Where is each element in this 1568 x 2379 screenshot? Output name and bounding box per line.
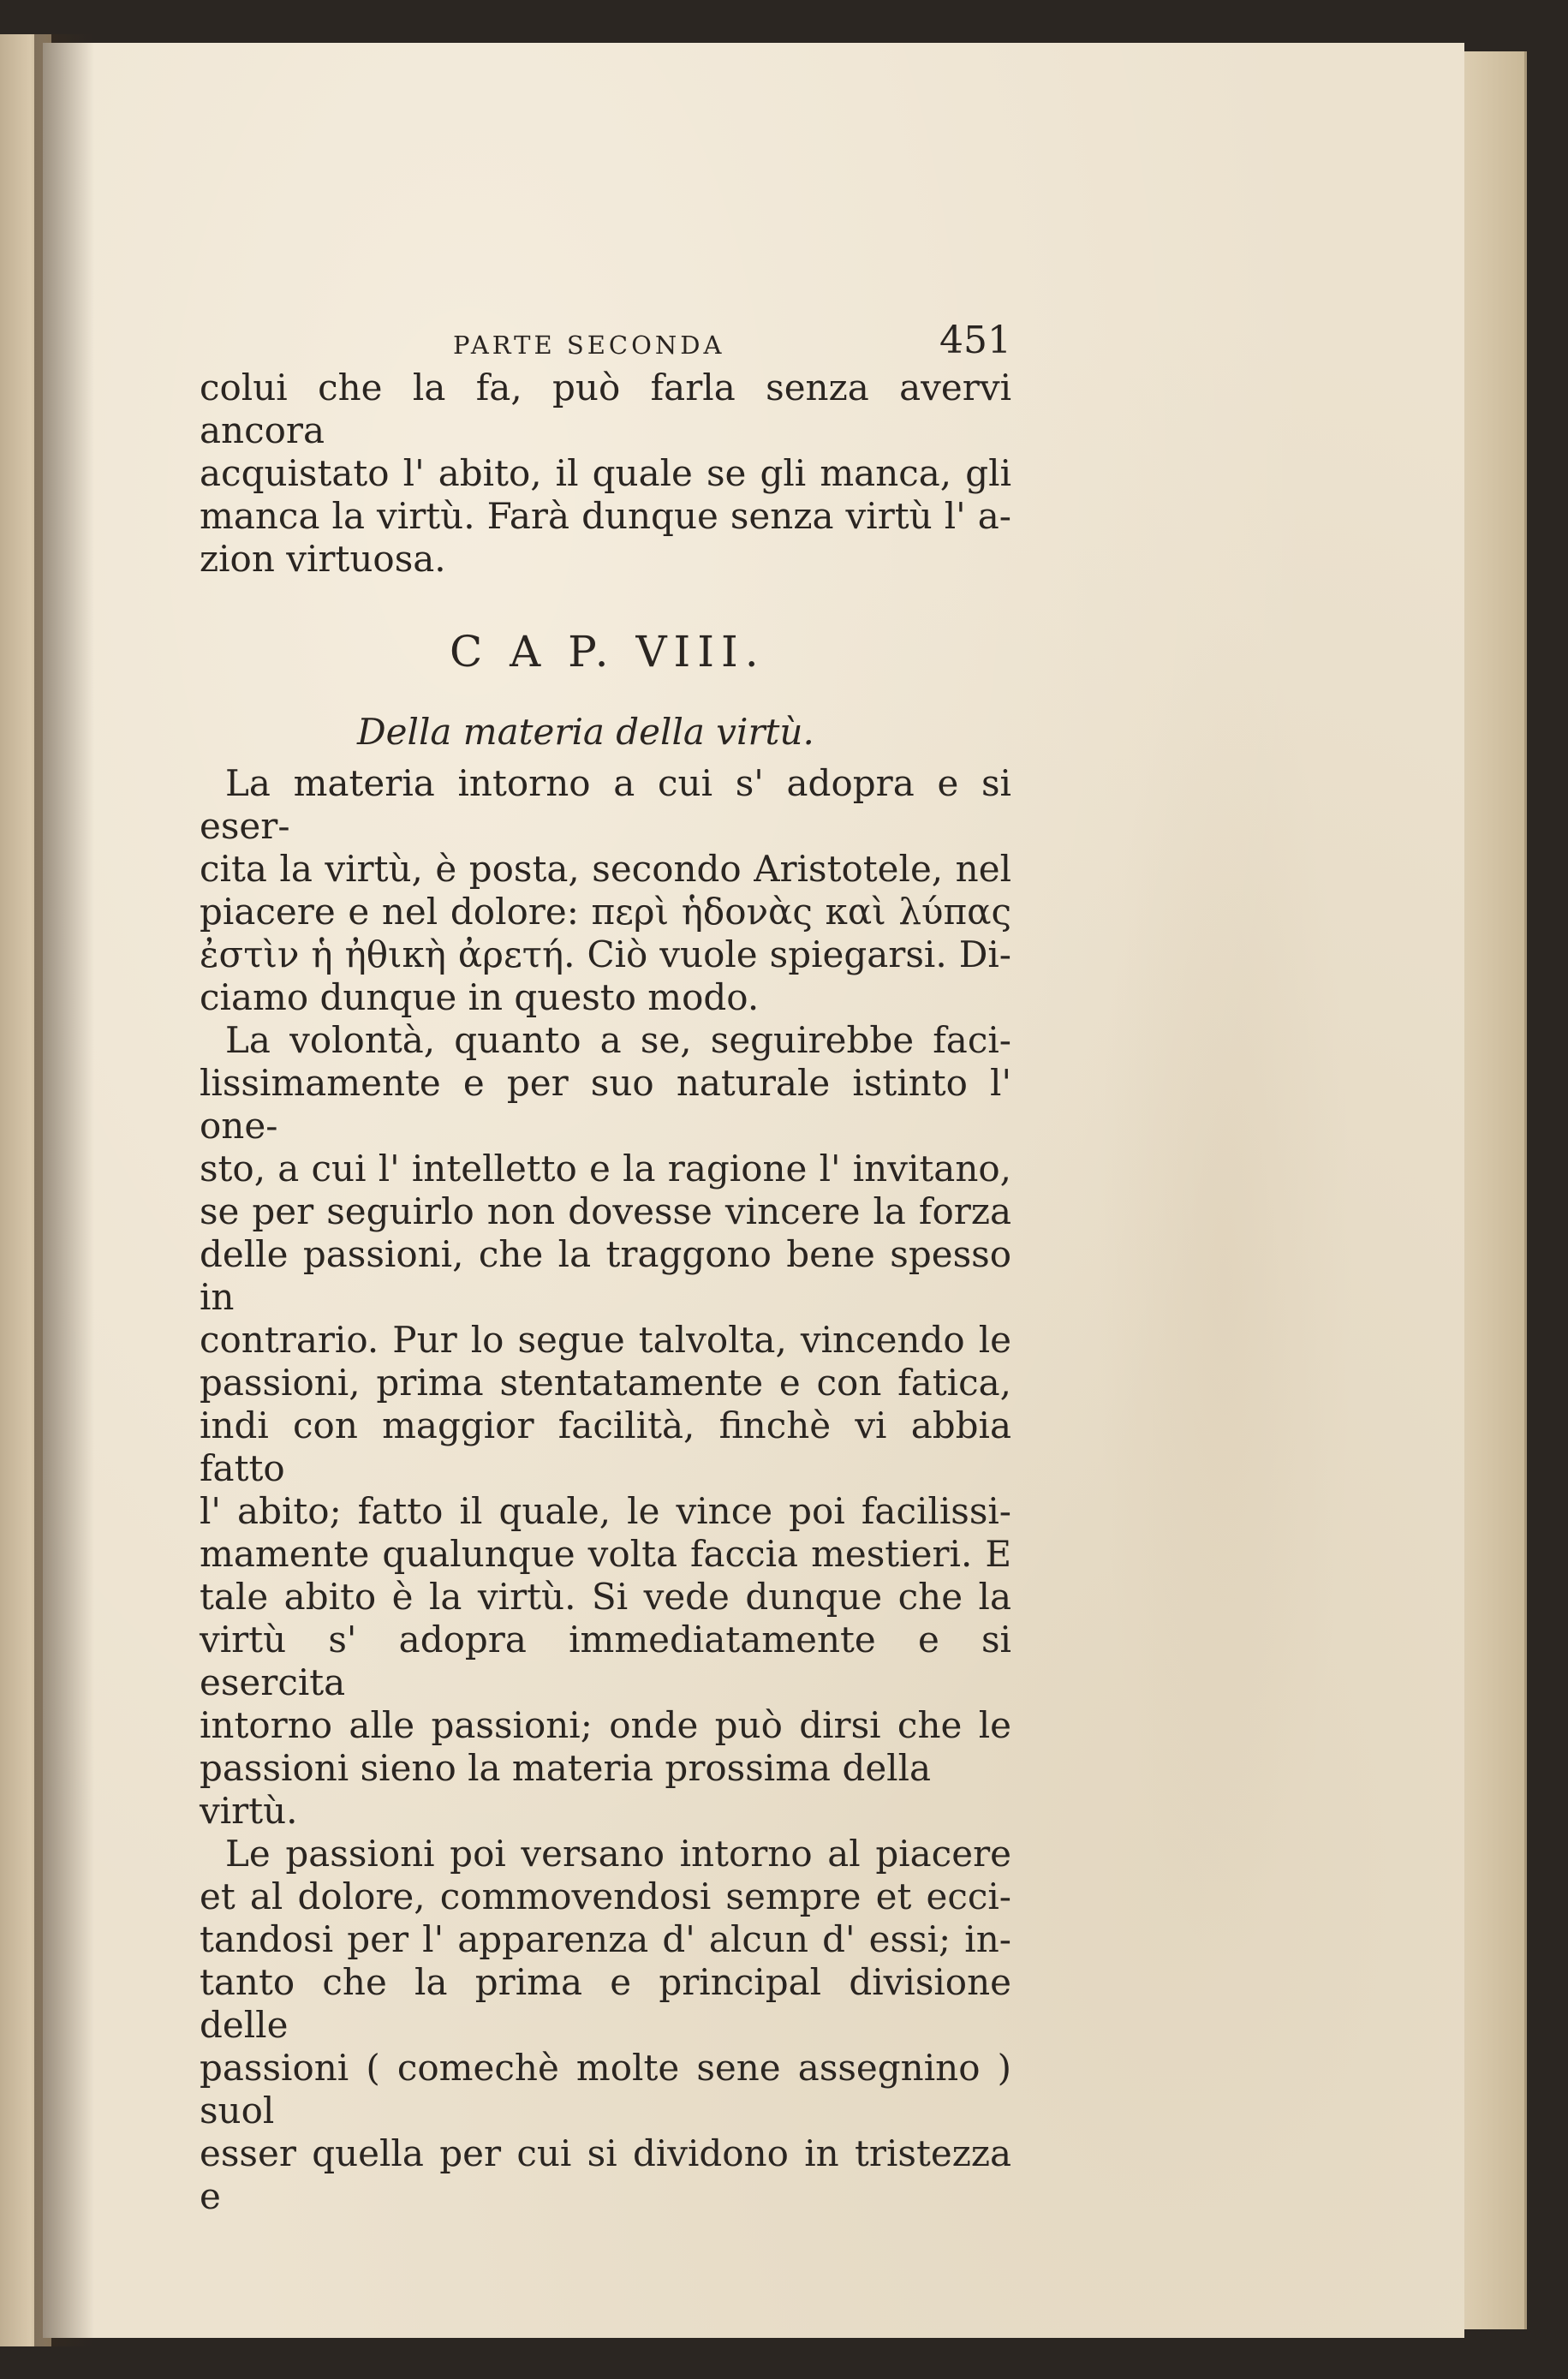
text-line: mamente qualunque volta faccia mestieri. E xyxy=(200,1533,1011,1575)
text-line: intorno alle passioni; onde può dirsi che le xyxy=(200,1704,1011,1746)
paragraph-2 xyxy=(200,1019,1011,1833)
text-line: Le passioni poi versano intorno al piacere xyxy=(225,1833,1011,1875)
text-line: ἐστὶν ἡ ἠθικὴ ἀρετή. Ciò vuole spiegarsi. Di- xyxy=(200,933,1011,975)
text-line: sto, a cui l' intelletto e la ragione l' invitano, xyxy=(200,1148,1011,1190)
running-title: PARTE SECONDA xyxy=(453,331,725,360)
chapter-subtitle: Della materia della virtù. xyxy=(357,711,814,753)
paper-stain xyxy=(1096,599,1353,1970)
text-line: piacere e nel dolore: περὶ ἡδονὰς καὶ λύπας xyxy=(200,891,1011,933)
running-head xyxy=(200,319,1011,367)
text-line: acquistato l' abito, il quale se gli manca, gli xyxy=(200,452,1011,494)
paragraph-3 xyxy=(200,1833,1011,2218)
text-line: contrario. Pur lo segue talvolta, vincendo le xyxy=(200,1319,1011,1361)
text-line: tanto che la prima e principal divisione delle xyxy=(200,1961,1011,2046)
text-line: tandosi per l' apparenza d' alcun d' essi; in- xyxy=(200,1918,1011,1960)
text-line: se per seguirlo non dovesse vincere la forza xyxy=(200,1190,1011,1232)
text-line: cita la virtù, è posta, secondo Aristotele, nel xyxy=(200,848,1011,890)
page-number: 451 xyxy=(939,319,1011,362)
text-line: La materia intorno a cui s' adopra e si eser- xyxy=(200,762,1011,847)
opening-paragraph xyxy=(200,367,1011,581)
text-line: et al dolore, commovendosi sempre et ecci- xyxy=(200,1875,1011,1917)
chapter-heading: C A P. VIII. xyxy=(450,627,766,677)
page-text-block xyxy=(200,319,1011,2218)
gutter-shadow xyxy=(34,34,94,2346)
text-line: colui che la fa, può farla senza avervi ancora xyxy=(200,367,1011,451)
text-line: manca la virtù. Farà dunque senza virtù l' a- xyxy=(200,495,1011,537)
text-line: lissimamente e per suo naturale istinto l' one- xyxy=(200,1062,1011,1147)
text-line: passioni ( comechè molte sene assegnino ) suol xyxy=(200,2047,1011,2132)
text-line: esser quella per cui si dividono in tristezza e xyxy=(200,2132,1011,2217)
text-line: virtù s' adopra immediatamente e si esercita xyxy=(200,1619,1011,1703)
text-line: La volontà, quanto a se, seguirebbe faci- xyxy=(225,1019,1011,1061)
text-line: passioni, prima stentatamente e con fatica, xyxy=(200,1362,1011,1404)
text-line: ciamo dunque in questo modo. xyxy=(200,976,760,1018)
text-line: tale abito è la virtù. Si vede dunque che la xyxy=(200,1576,1011,1618)
text-line: zion virtuosa. xyxy=(200,538,446,580)
text-line: indi con maggior facilità, finchè vi abbia fatto xyxy=(200,1404,1011,1489)
paragraph-1 xyxy=(200,762,1011,1019)
text-line: l' abito; fatto il quale, le vince poi facilissi- xyxy=(200,1490,1011,1532)
text-line: passioni sieno la materia prossima della virtù. xyxy=(200,1747,932,1832)
text-line: delle passioni, che la traggono bene spesso in xyxy=(200,1233,1011,1318)
